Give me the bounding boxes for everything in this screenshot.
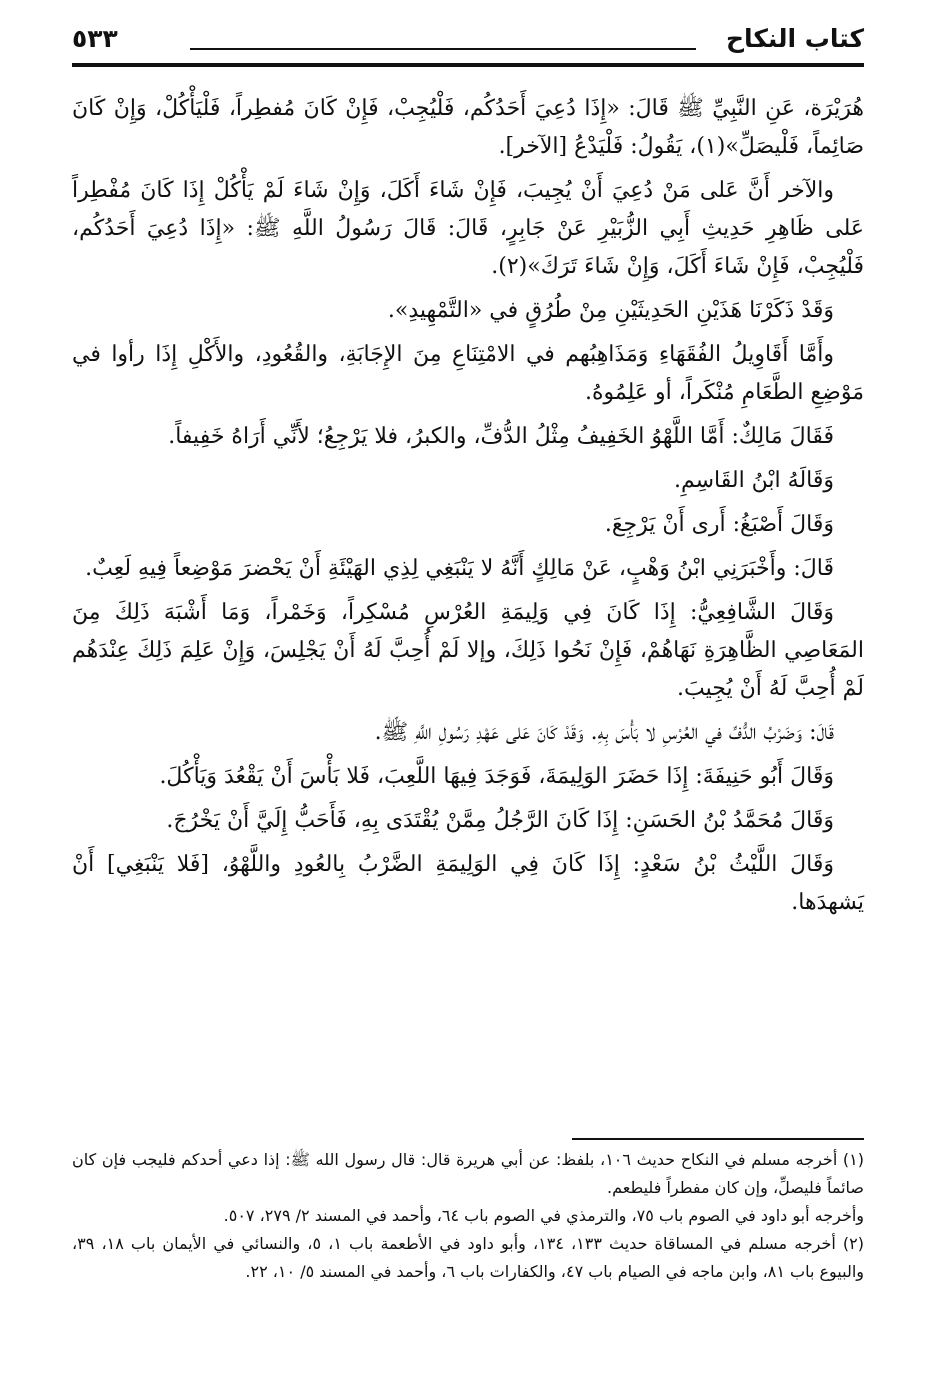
paragraph: قَالَ: وأَخْبَرَنِي ابْنُ وَهْبٍ، عَنْ مَالِكٍ أَنَّهُ لا يَنْبَغِي لِذِي الهَيْئَةِ أَنْ يَحْضرَ مَوْضِعاً فِيهِ لَعِبٌ. [85,556,834,581]
header-divider [72,63,864,67]
paragraph: وَقَالَهُ ابْنُ القَاسِمِ. [673,468,834,493]
paragraph: وَقَالَ أَصْبَغُ: أَرى أَنْ يَرْجِعَ. [604,512,834,537]
paragraph: وأَمَّا أَقَاوِيلُ الفُقَهَاءِ وَمَذَاهِبُهم في الامْتِنَاعِ مِنَ الإِجَابَةِ، والقُعُودِ، والأَكْلِ إِذَا رأوا في مَوْضِعِ الطَّعَامِ مُنْكَراً، أو عَلِمُوهُ. [72,342,864,405]
header-rule [190,48,696,50]
paragraph: وَقَالَ اللَّيْثُ بْنُ سَعْدٍ: إِذَا كَانَ فِي الوَلِيمَةِ الضَّرْبُ بِالعُودِ واللَّهْوُ، [فَلا يَنْبَغِي] أَنْ يَشهدَها. [72,852,864,915]
paragraph: وَقَالَ مُحَمَّدُ بْنُ الحَسَنِ: إِذَا كَانَ الرَّجُلُ مِمَّنْ يُقْتَدَى بِهِ، فَأَحَبُّ إِلَيَّ أَنْ يَخْرُجَ. [166,808,834,833]
paragraph: فَقَالَ مَالِكٌ: أَمَّا اللَّهْوُ الخَفِيفُ مِثْلُ الدُّفِّ، والكبرُ، فلا يَرْجِعُ؛ لأَنِّي أَرَاهُ خَفِيفاً. [168,424,834,449]
main-text [72,90,864,928]
footnote: (٢) أخرجه مسلم في المساقاة حديث ١٣٣، ١٣٤، وأبو داود في الأطعمة باب ١، ٥، والنسائي في الأيمان باب ١٨، ٣٩، والبيوع باب ٨١، وابن ماجه في الصيام باب ٤٧، والكفارات باب ٦، وأحمد في المسند ٥/ ١٠، ٢٢. [72,1234,865,1281]
page-header [72,22,864,66]
paragraph: قَالَ: وَضَرْبُ الدُّفِّ في العُرْسِ لا بَأْسَ بِهِ. وَقَدْ كَانَ عَلى عَهْدِ رَسُولِ اللَّهِ ﷺ. [374,720,834,745]
footnote-divider [572,1138,864,1140]
paragraph: وَقَالَ الشَّافِعِيُّ: إِذَا كَانَ فِي وَلِيمَةِ العُرْسِ مُسْكِراً، وَخَمْراً، وَمَا أَشْبَهَ ذَلِكَ مِنَ المَعَاصِي الظَّاهِرَةِ نَهَاهُمْ، فَإِنْ نَحُوا ذَلِكَ، وإلا لَمْ أُحِبَّ لَهُ أَنْ يَجْلِسَ، وَإِنْ عَلِمَ ذَلِكَ عِنْدَهُم لَمْ أُحِبَّ لَهُ أَنْ يُجِيبَ. [72,600,864,701]
chapter-title: كتاب النكاح [725,24,864,53]
paragraph: وَقَالَ أَبُو حَنِيفَةَ: إِذَا حَضَرَ الوَلِيمَةَ، فَوَجَدَ فِيهَا اللَّعِبَ، فَلا بَأْسَ أَنْ يَقْعُدَ وَيَأْكُلَ. [159,764,834,789]
footnote: (١) أخرجه مسلم في النكاح حديث ١٠٦، بلفظ: عن أبي هريرة قال: قال رسول الله ﷺ: إذا دعي أحدكم فليجب فإن كان صائماً فليصلِّ، وإن كان مفطراً فليطعم. [72,1150,864,1197]
footnote: وأخرجه أبو داود في الصوم باب ٧٥، والترمذي في الصوم باب ٦٤، وأحمد في المسند ٢/ ٢٧٩، ٥٠٧. [223,1206,864,1225]
paragraph: وَقَدْ ذَكَرْنَا هَذَيْنِ الحَدِيثَيْنِ مِنْ طُرُقٍ في «التَّمْهِيدِ». [387,298,834,323]
paragraph: هُرَيْرَة، عَنِ النَّبِيِّ ﷺ قَالَ: «إِذَا دُعِيَ أَحَدُكُم، فَلْيُجِبْ، فَإِنْ كَانَ مُفطِراً، فَلْيَأْكُلْ، وَإِنْ كَانَ صَائِماً، فَلْيصَلِّ»(١)، يَقُولُ: فَلْيَدْعُ [الآخر]. [72,96,864,159]
footnotes [72,1146,864,1286]
paragraph: والآخر أَنَّ عَلى مَنْ دُعِيَ أَنْ يُجِيبَ، فَإِنْ شَاءَ أَكَلَ، وَإِنْ شَاءَ لَمْ يَأْكُلْ إِذَا كَانَ مُفْطِراً عَلى ظَاهِرِ حَدِيثِ أَبِي الزُّبَيْرِ عَنْ جَابِرٍ، قَالَ: قَالَ رَسُولُ اللَّهِ ﷺ: «إِذَا دُعِيَ أَحَدُكُم، فَلْيُجِبْ، فَإِنْ شَاءَ أَكَلَ، وَإِنْ شَاءَ تَرَكَ»(٢). [72,178,864,279]
page-number: ٥٣٣ [72,24,118,53]
